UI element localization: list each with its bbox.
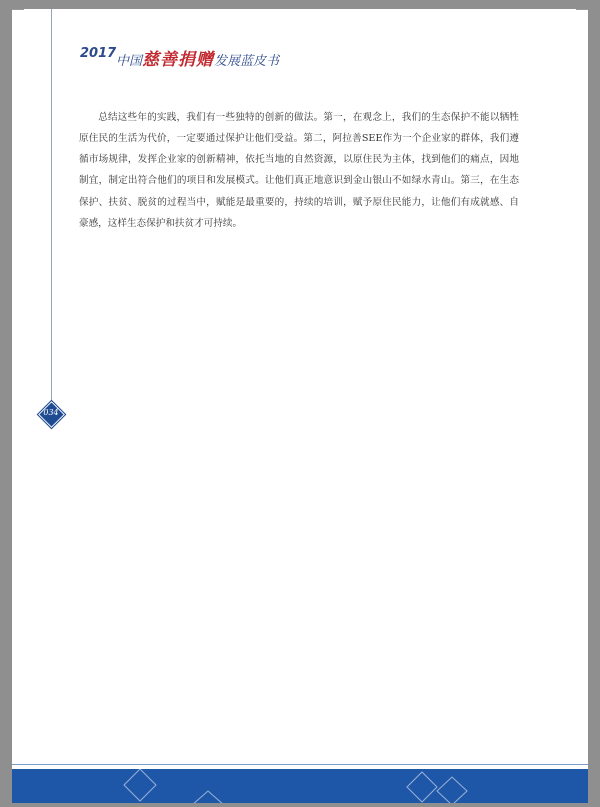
page-number-badge <box>39 402 63 426</box>
footer-band <box>12 769 588 803</box>
body-paragraph: 总结这些年的实践，我们有一些独特的创新的做法。第一，在观念上，我们的生态保护不能以牺牲原住民的生活为代价，一定要通过保护让他们受益。第二，阿拉善SEE作为一个企业家的群体，我们遵循市场规律，发挥企业家的创新精神，依托当地的自然资源，以原住民为主体，找到他们的痛点，因地制宜，制定出符合他们的项目和发展模式。让他们真正地意识到金山银山不如绿水青山。第三，在生态保护、扶贫、脱贫的过程当中，赋能是最重要的，持续的培训，赋予原住民能力，让他们有成就感、自豪感，这样生态保护和扶贫才可持续。 <box>79 111 519 230</box>
header-title-highlight: 慈善捐赠 <box>142 50 215 70</box>
header-title-suffix: 发展蓝皮书 <box>214 54 280 69</box>
page-number: 034 <box>43 408 59 417</box>
margin-rule <box>51 9 52 407</box>
header-title-prefix: 中国 <box>116 54 143 69</box>
footer-rule <box>12 764 588 765</box>
document-page <box>12 9 588 803</box>
footer-diamond-shape <box>192 791 224 803</box>
footer-diamond-shape <box>124 769 156 801</box>
footer-diamond-pattern <box>12 769 588 803</box>
footer-diamond-shape <box>407 772 437 802</box>
footer-diamond-shape <box>437 777 467 803</box>
crop-mark-top-left <box>12 9 24 10</box>
header-year: 2017 <box>80 46 117 61</box>
header-title <box>116 45 279 70</box>
crop-mark-top-right <box>576 9 588 10</box>
